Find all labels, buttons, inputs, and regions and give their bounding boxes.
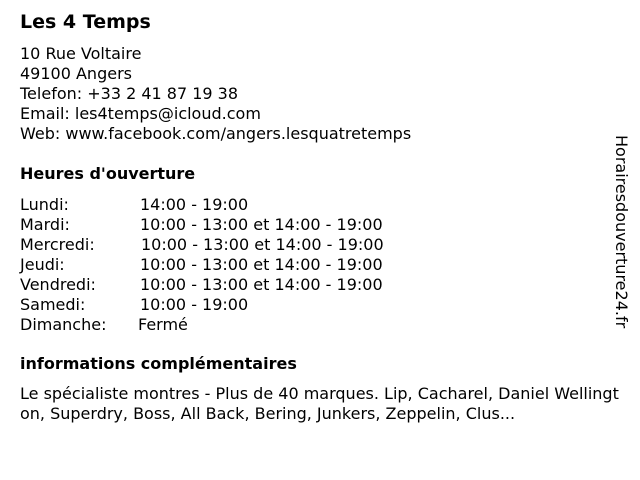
- day-label: Dimanche:: [20, 315, 107, 334]
- additional-info-text: Le spécialiste montres - Plus de 40 marques. Lip, Cacharel, Daniel Wellington, Superdry, Boss, All Back, Bering, Junkers, Zeppelin, Clus...: [20, 384, 619, 423]
- opening-hours-heading: Heures d'ouverture: [20, 164, 196, 183]
- hours-value: 10:00 - 13:00 et 14:00 - 19:00: [140, 275, 383, 294]
- site-watermark: Horairesdouverture24.fr: [612, 135, 631, 329]
- hours-value: 14:00 - 19:00: [140, 195, 249, 214]
- day-label: Mercredi:: [20, 235, 95, 254]
- email-address: Email: les4temps@icloud.com: [20, 104, 261, 123]
- contact-block: [20, 44, 411, 144]
- day-label: Lundi:: [20, 195, 69, 214]
- day-label: Jeudi:: [20, 255, 65, 274]
- page-title: Les 4 Temps: [20, 11, 151, 33]
- hours-value: 10:00 - 13:00 et 14:00 - 19:00: [140, 215, 383, 234]
- hours-value: 10:00 - 13:00 et 14:00 - 19:00: [141, 235, 384, 254]
- street-address: 10 Rue Voltaire: [20, 44, 142, 63]
- phone-number: Telefon: +33 2 41 87 19 38: [20, 84, 239, 103]
- hours-value: 10:00 - 19:00: [140, 295, 249, 314]
- website-address: Web: www.facebook.com/angers.lesquatretemps: [20, 124, 412, 143]
- additional-info-heading: informations complémentaires: [20, 354, 297, 373]
- city-postcode: 49100 Angers: [20, 64, 132, 83]
- hours-value: Fermé: [138, 315, 188, 334]
- day-label: Mardi:: [20, 215, 70, 234]
- day-label: Samedi:: [20, 295, 86, 314]
- hours-value: 10:00 - 13:00 et 14:00 - 19:00: [140, 255, 383, 274]
- day-label: Vendredi:: [20, 275, 96, 294]
